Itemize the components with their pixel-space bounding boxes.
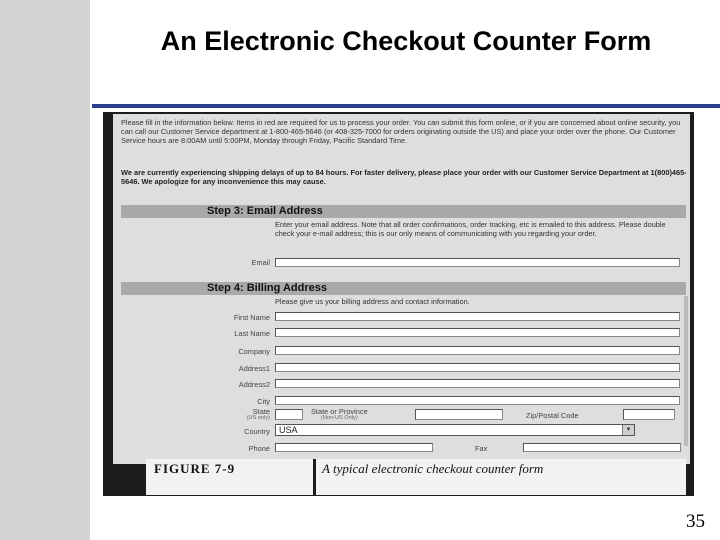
phone-label: Phone <box>248 444 270 453</box>
zip-label: Zip/Postal Code <box>526 411 579 420</box>
caption-divider <box>313 459 316 495</box>
step3-header <box>121 205 686 218</box>
email-label: Email <box>251 258 270 267</box>
intro-text: Please fill in the information below. Items in red are required for us to process your order. You can submit this form online, or if you are concerned about online security, you can call our Customer Service department at 1-800-465-5646 (or 408-325-7000 for orders originating outside the US) and place your order over the phone. Our Customer Service hours are 8:00AM until 5:00PM, Monday through Friday, Pacific Standard Time. <box>121 118 681 146</box>
state-label-group <box>113 408 270 421</box>
phone-input[interactable] <box>275 443 433 452</box>
step3-title: Step 3: Email Address <box>207 205 323 217</box>
first-name-label: First Name <box>233 313 270 322</box>
province-label: State or Province <box>311 407 368 416</box>
last-name-label: Last Name <box>234 329 270 338</box>
company-label: Company <box>238 347 270 356</box>
address2-input[interactable] <box>275 379 680 388</box>
province-input[interactable] <box>415 409 503 420</box>
step4-description: Please give us your billing address and contact information. <box>275 297 470 306</box>
state-sublabel: (US only) <box>246 415 270 421</box>
page-number: 35 <box>686 511 705 532</box>
city-input[interactable] <box>275 396 680 405</box>
step4-title: Step 4: Billing Address <box>207 282 328 294</box>
state-label: State <box>252 407 270 416</box>
city-label: City <box>257 397 270 406</box>
country-label: Country <box>244 427 270 436</box>
scrollbar[interactable] <box>684 296 688 446</box>
chevron-down-icon[interactable]: ▼ <box>622 425 634 435</box>
address1-input[interactable] <box>275 363 680 372</box>
first-name-input[interactable] <box>275 312 680 321</box>
checkout-form <box>113 114 690 464</box>
state-input[interactable] <box>275 409 303 420</box>
country-select[interactable] <box>275 424 635 436</box>
address2-label: Address2 <box>238 380 270 389</box>
address1-label: Address1 <box>238 364 270 373</box>
slide-title: An Electronic Checkout Counter Form <box>160 26 652 56</box>
province-sublabel: (Non-US Only) <box>321 415 358 421</box>
company-input[interactable] <box>275 346 680 355</box>
figure-number: FIGURE 7-9 <box>154 461 236 476</box>
title-underline <box>92 104 720 108</box>
country-value: USA <box>279 425 298 435</box>
figure-caption-bar <box>146 459 686 495</box>
fax-input[interactable] <box>523 443 681 452</box>
step3-description: Enter your email address. Note that all order confirmations, order tracking, etc is emailed to this address. Please double check your e-mail address; this is our only means of communicating with you regarding your order. <box>275 220 666 238</box>
form-screenshot <box>103 112 694 496</box>
shipping-warning: We are currently experiencing shipping delays of up to 84 hours. For faster delivery, please place your order with our Customer Service Department at 1(800)465-5646. We apologize for any inconvenience this may cause. <box>121 168 687 187</box>
figure-caption: A typical electronic checkout counter form <box>322 461 544 476</box>
fax-label: Fax <box>475 444 488 453</box>
last-name-input[interactable] <box>275 328 680 337</box>
slide-left-bar <box>0 0 90 540</box>
step4-header <box>121 282 686 295</box>
province-label-group <box>311 408 368 421</box>
email-input[interactable] <box>275 258 680 267</box>
zip-input[interactable] <box>623 409 675 420</box>
